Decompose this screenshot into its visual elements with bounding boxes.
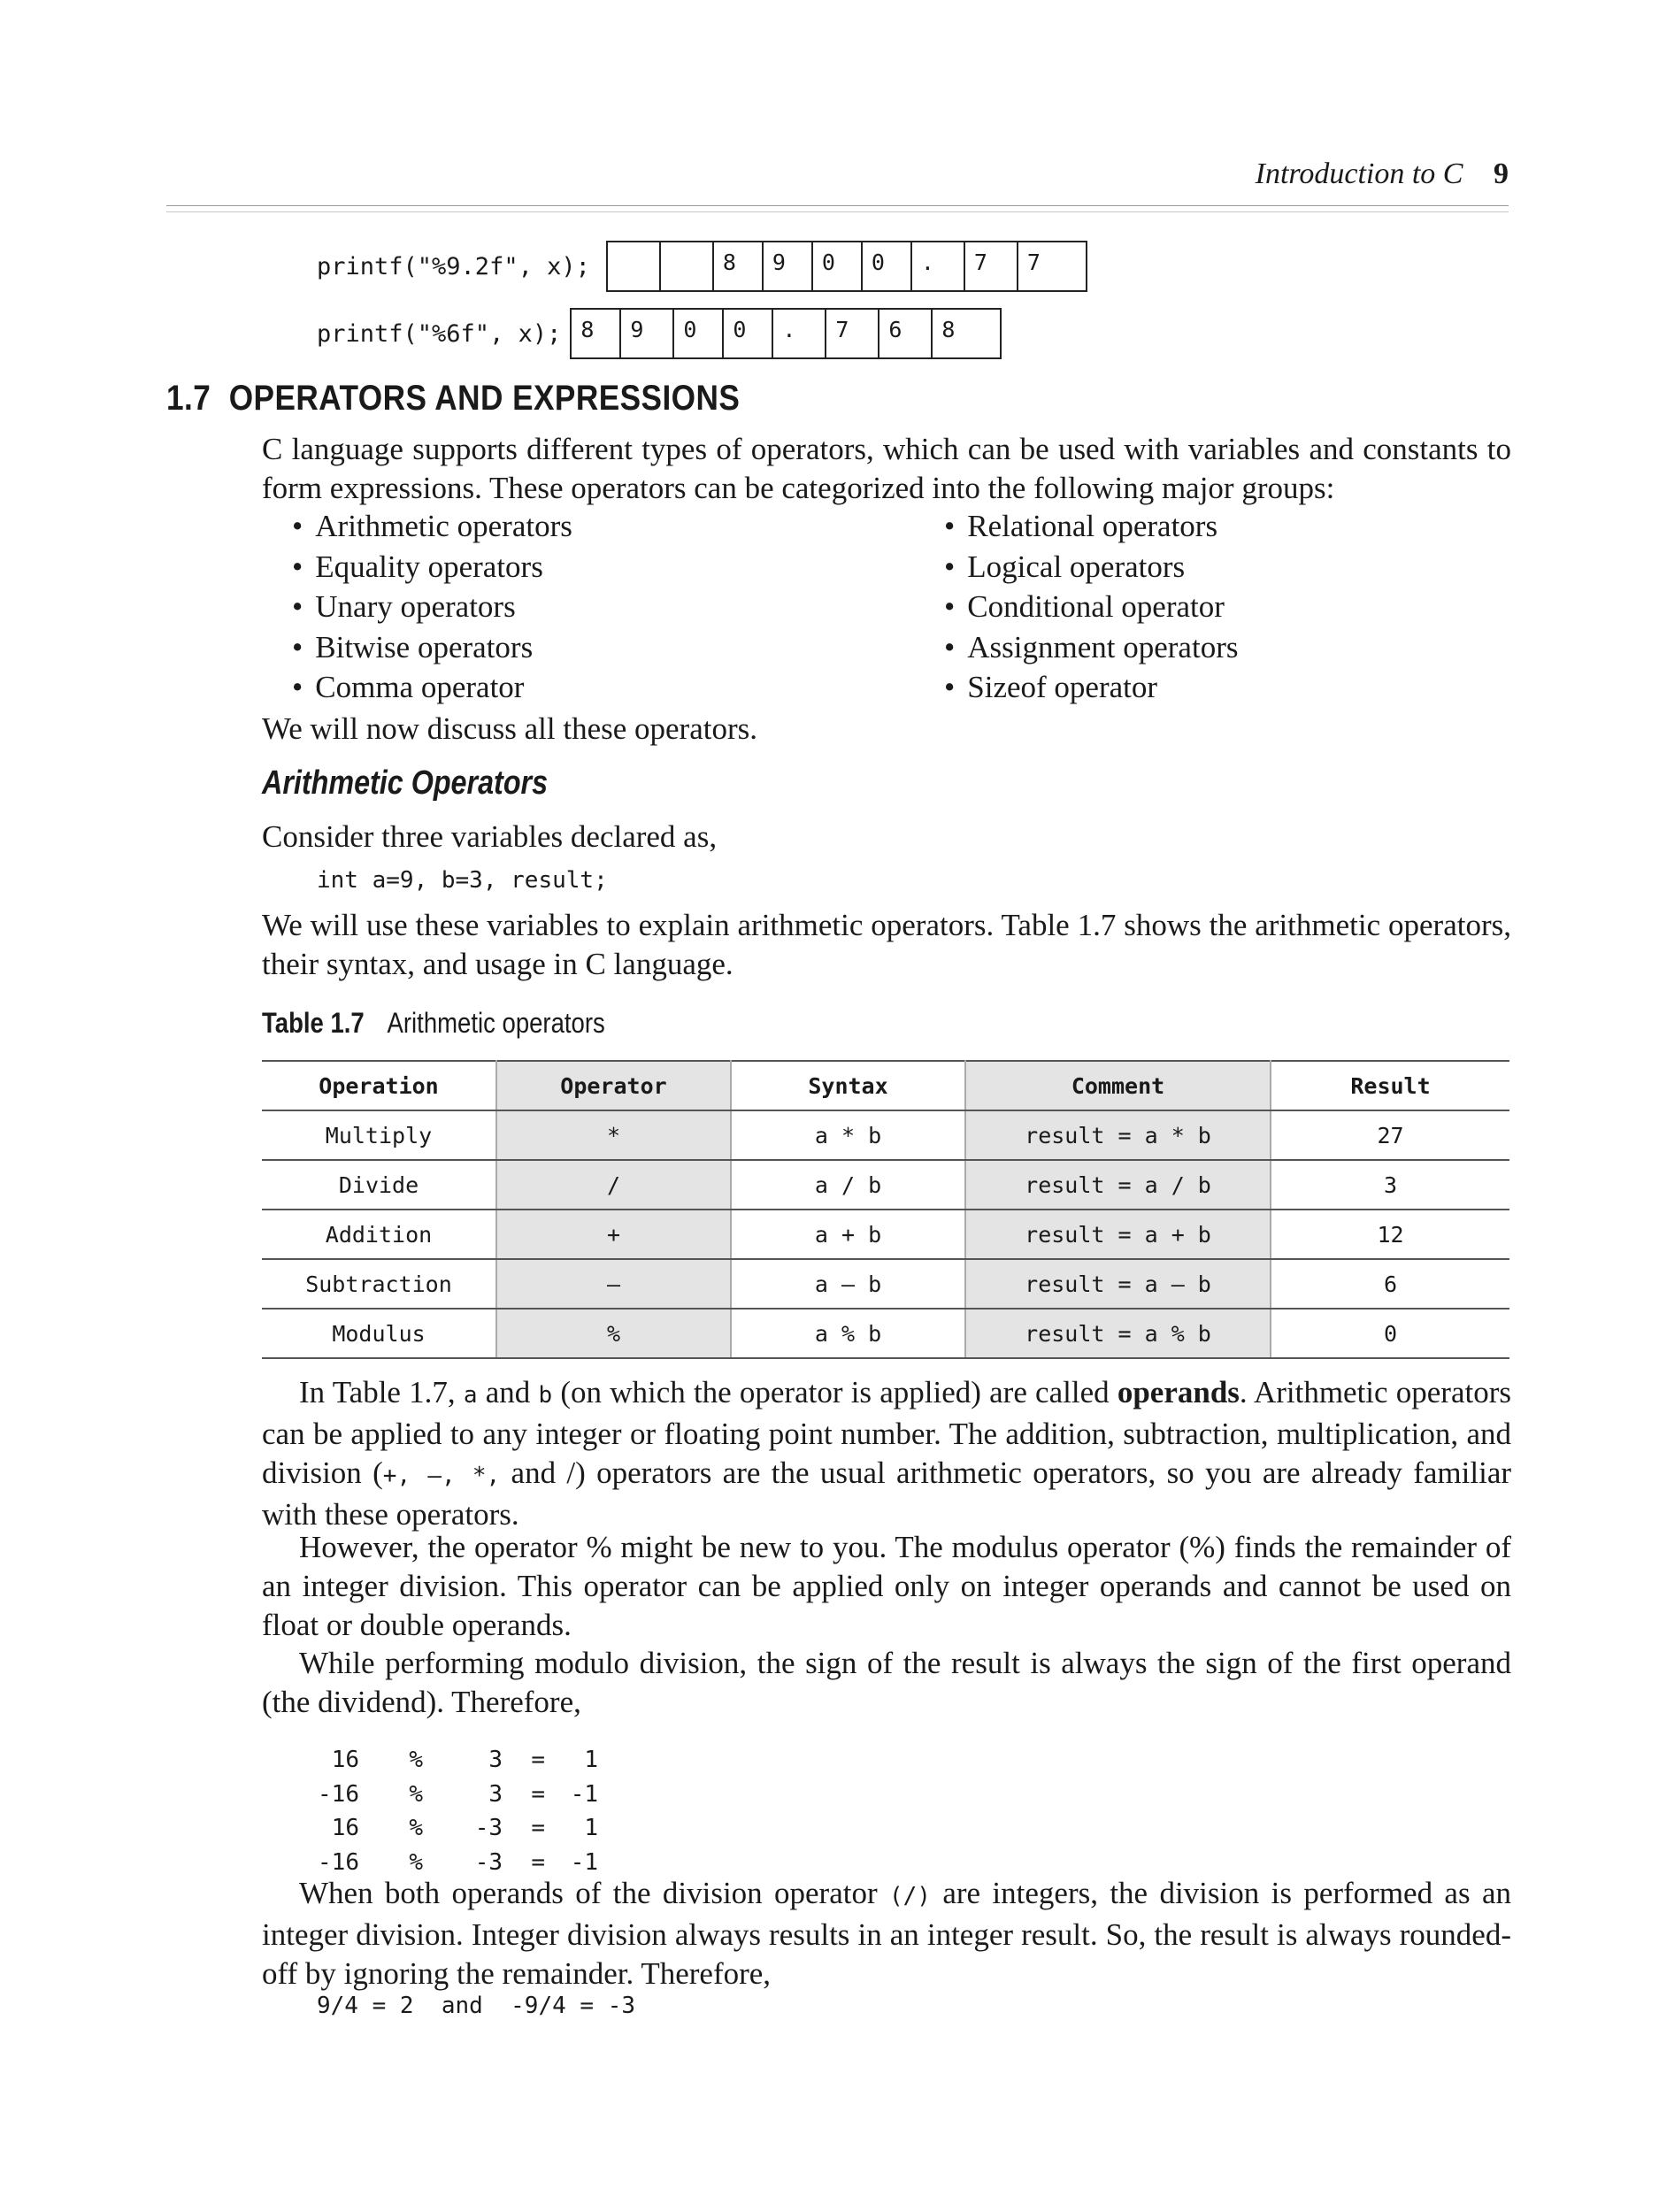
equals: = <box>531 1848 545 1876</box>
printf-example-2 <box>317 308 1002 359</box>
table-cell: result = a * b <box>965 1110 1271 1160</box>
operand: 16 <box>331 1815 359 1841</box>
table-cell: a + b <box>731 1210 965 1259</box>
printf-code: printf("%9.2f", x); <box>317 252 590 280</box>
table-cell: result = a + b <box>965 1210 1271 1259</box>
table-row <box>262 1210 1509 1259</box>
table-title: Arithmetic operators <box>387 1007 605 1039</box>
operand: -16 <box>318 1848 359 1876</box>
table-cell: a / b <box>731 1160 965 1210</box>
output-cell: . <box>773 310 826 357</box>
text-run: When both operands of the division operator <box>299 1876 889 1910</box>
equals: = <box>531 1747 545 1773</box>
column-header: Comment <box>965 1061 1271 1110</box>
operator: % <box>409 1848 423 1876</box>
operand: 3 <box>488 1780 503 1808</box>
table-cell: Modulus <box>262 1309 496 1358</box>
discuss-paragraph: We will now discuss all these operators. <box>262 711 757 746</box>
bold-term: operands <box>1117 1375 1240 1409</box>
inline-code: (/) <box>889 1883 931 1909</box>
table-cell: 27 <box>1271 1110 1509 1160</box>
division-paragraph <box>262 1874 1511 1993</box>
intro-paragraph: C language supports different types of operators, which can be used with variables and constants to form expressions. These operators can be categorized into the following major groups: <box>262 432 1511 505</box>
output-cell: 8 <box>572 310 621 357</box>
table-cell: 6 <box>1271 1259 1509 1309</box>
section-heading <box>166 379 740 419</box>
operand: -3 <box>474 1815 503 1841</box>
sign-paragraph: While performing modulo division, the sign of the result is always the sign of the first operand (the dividend). Therefore, <box>262 1646 1511 1719</box>
equals: = <box>531 1780 545 1808</box>
table-cell: a – b <box>731 1259 965 1309</box>
table-cell: % <box>496 1309 731 1358</box>
bullet-item: • Relational operators <box>944 506 1238 547</box>
table-cell: / <box>496 1160 731 1210</box>
table-header-row <box>262 1061 1509 1110</box>
consider-paragraph: Consider three variables declared as, <box>262 819 718 854</box>
operand: -16 <box>318 1780 359 1808</box>
output-cells <box>570 308 1002 359</box>
division-example-code: 9/4 = 2 and -9/4 = -3 <box>317 1993 636 2019</box>
table-cell: a * b <box>731 1110 965 1160</box>
table-cell: 3 <box>1271 1160 1509 1210</box>
operator: % <box>409 1780 423 1808</box>
bullet-item: • Assignment operators <box>944 627 1238 668</box>
section-title: OPERATORS AND EXPRESSIONS <box>228 379 741 418</box>
table-row <box>262 1259 1509 1309</box>
table-cell: * <box>496 1110 731 1160</box>
table-cell: Subtraction <box>262 1259 496 1309</box>
output-cell: 7 <box>826 310 879 357</box>
table-cell: Divide <box>262 1160 496 1210</box>
output-cell: . <box>912 242 965 290</box>
printf-code: printf("%6f", x); <box>317 319 562 348</box>
modulus-paragraph: However, the operator % might be new to you. The modulus operator (%) finds the remainder of an integer division. This operator can be applied only on integer operands and cannot be used on float or double operands. <box>262 1530 1511 1642</box>
result: 1 <box>584 1815 598 1841</box>
arithmetic-operators-table <box>262 1060 1509 1359</box>
output-cell: 9 <box>764 242 813 290</box>
output-cell: 9 <box>621 310 674 357</box>
bullet-item: • Sizeof operator <box>944 667 1238 708</box>
running-header <box>1256 157 1509 191</box>
bullet-item: • Equality operators <box>292 547 572 588</box>
output-cell: 0 <box>724 310 773 357</box>
output-cell: 8 <box>714 242 764 290</box>
bullet-item: • Bitwise operators <box>292 627 572 668</box>
operator: % <box>409 1747 423 1773</box>
declaration-code: int a=9, b=3, result; <box>317 867 608 894</box>
column-header: Syntax <box>731 1061 965 1110</box>
modulo-row <box>317 1811 598 1846</box>
table-caption <box>262 1007 605 1040</box>
inline-code: b <box>538 1382 553 1409</box>
inline-code: a <box>463 1382 478 1409</box>
table-cell: + <box>496 1210 731 1259</box>
result: 1 <box>584 1747 598 1773</box>
text-run: . Arithmetic operators can be applied to any integer or floating point number. The addition, subtraction, multiplication, and division ( <box>262 1375 1511 1490</box>
output-cell: 6 <box>879 310 933 357</box>
bullet-item: • Conditional operator <box>944 587 1238 627</box>
modulo-row <box>317 1778 598 1812</box>
bullet-item: • Unary operators <box>292 587 572 627</box>
table-cell: – <box>496 1259 731 1309</box>
operand: -3 <box>474 1848 503 1876</box>
output-cell: 8 <box>941 317 956 342</box>
bullet-item: • Logical operators <box>944 547 1238 588</box>
output-cell: 7 <box>965 242 1018 290</box>
operator: % <box>409 1815 423 1841</box>
equals: = <box>531 1815 545 1841</box>
column-header: Result <box>1271 1061 1509 1110</box>
output-cell: 7 <box>1026 250 1041 275</box>
bullet-item: • Comma operator <box>292 667 572 708</box>
text-run: In Table 1.7, <box>299 1375 464 1409</box>
explain-paragraph: We will use these variables to explain arithmetic operators. Table 1.7 shows the arithmetic operators, their syntax, and usage in C language. <box>262 908 1511 981</box>
table-cell: Addition <box>262 1210 496 1259</box>
table-cell: Multiply <box>262 1110 496 1160</box>
operands-paragraph <box>262 1373 1511 1534</box>
bullet-list-left <box>292 506 572 708</box>
column-header: Operator <box>496 1061 731 1110</box>
table-row <box>262 1309 1509 1358</box>
printf-example-1 <box>317 241 1087 292</box>
operand: 16 <box>331 1747 359 1773</box>
subsection-heading: Arithmetic Operators <box>262 764 549 802</box>
column-header: Operation <box>262 1061 496 1110</box>
table-cell: 0 <box>1271 1309 1509 1358</box>
table-row <box>262 1110 1509 1160</box>
output-cells <box>606 241 1087 292</box>
bullet-list-right <box>944 506 1238 708</box>
table-cell: result = a / b <box>965 1160 1271 1210</box>
running-title: Introduction to C <box>1255 157 1463 190</box>
text-run: and <box>477 1375 539 1409</box>
operand: 3 <box>488 1747 503 1773</box>
modulo-row <box>317 1743 598 1778</box>
table-cell: a % b <box>731 1309 965 1358</box>
text-run: (on which the operator is applied) are called <box>552 1375 1118 1409</box>
page-number: 9 <box>1494 157 1509 190</box>
table-label: Table 1.7 <box>262 1007 365 1039</box>
result: -1 <box>570 1780 598 1808</box>
output-cell <box>608 242 661 290</box>
bullet-item: • Arithmetic operators <box>292 506 572 547</box>
inline-code: +, –, *, <box>382 1463 501 1489</box>
modulo-examples <box>317 1743 598 1879</box>
output-cell: 0 <box>674 310 724 357</box>
output-cell: 0 <box>863 242 912 290</box>
table-cell: result = a % b <box>965 1309 1271 1358</box>
header-rule <box>166 205 1509 212</box>
text-run: and /) operators are the usual arithmetic operators, so you are already familiar with these operators. <box>262 1455 1512 1532</box>
output-cell <box>661 242 714 290</box>
section-number: 1.7 <box>166 379 211 418</box>
table-cell: result = a – b <box>965 1259 1271 1309</box>
output-cell: 0 <box>813 242 863 290</box>
table-cell: 12 <box>1271 1210 1509 1259</box>
text-run: are integers, the division is performed as an integer division. Integer division always results in an integer result. So, the result is always rounded-off by ignoring the remainder. Therefore, <box>262 1876 1511 1991</box>
result: -1 <box>570 1848 598 1876</box>
table-row <box>262 1160 1509 1210</box>
